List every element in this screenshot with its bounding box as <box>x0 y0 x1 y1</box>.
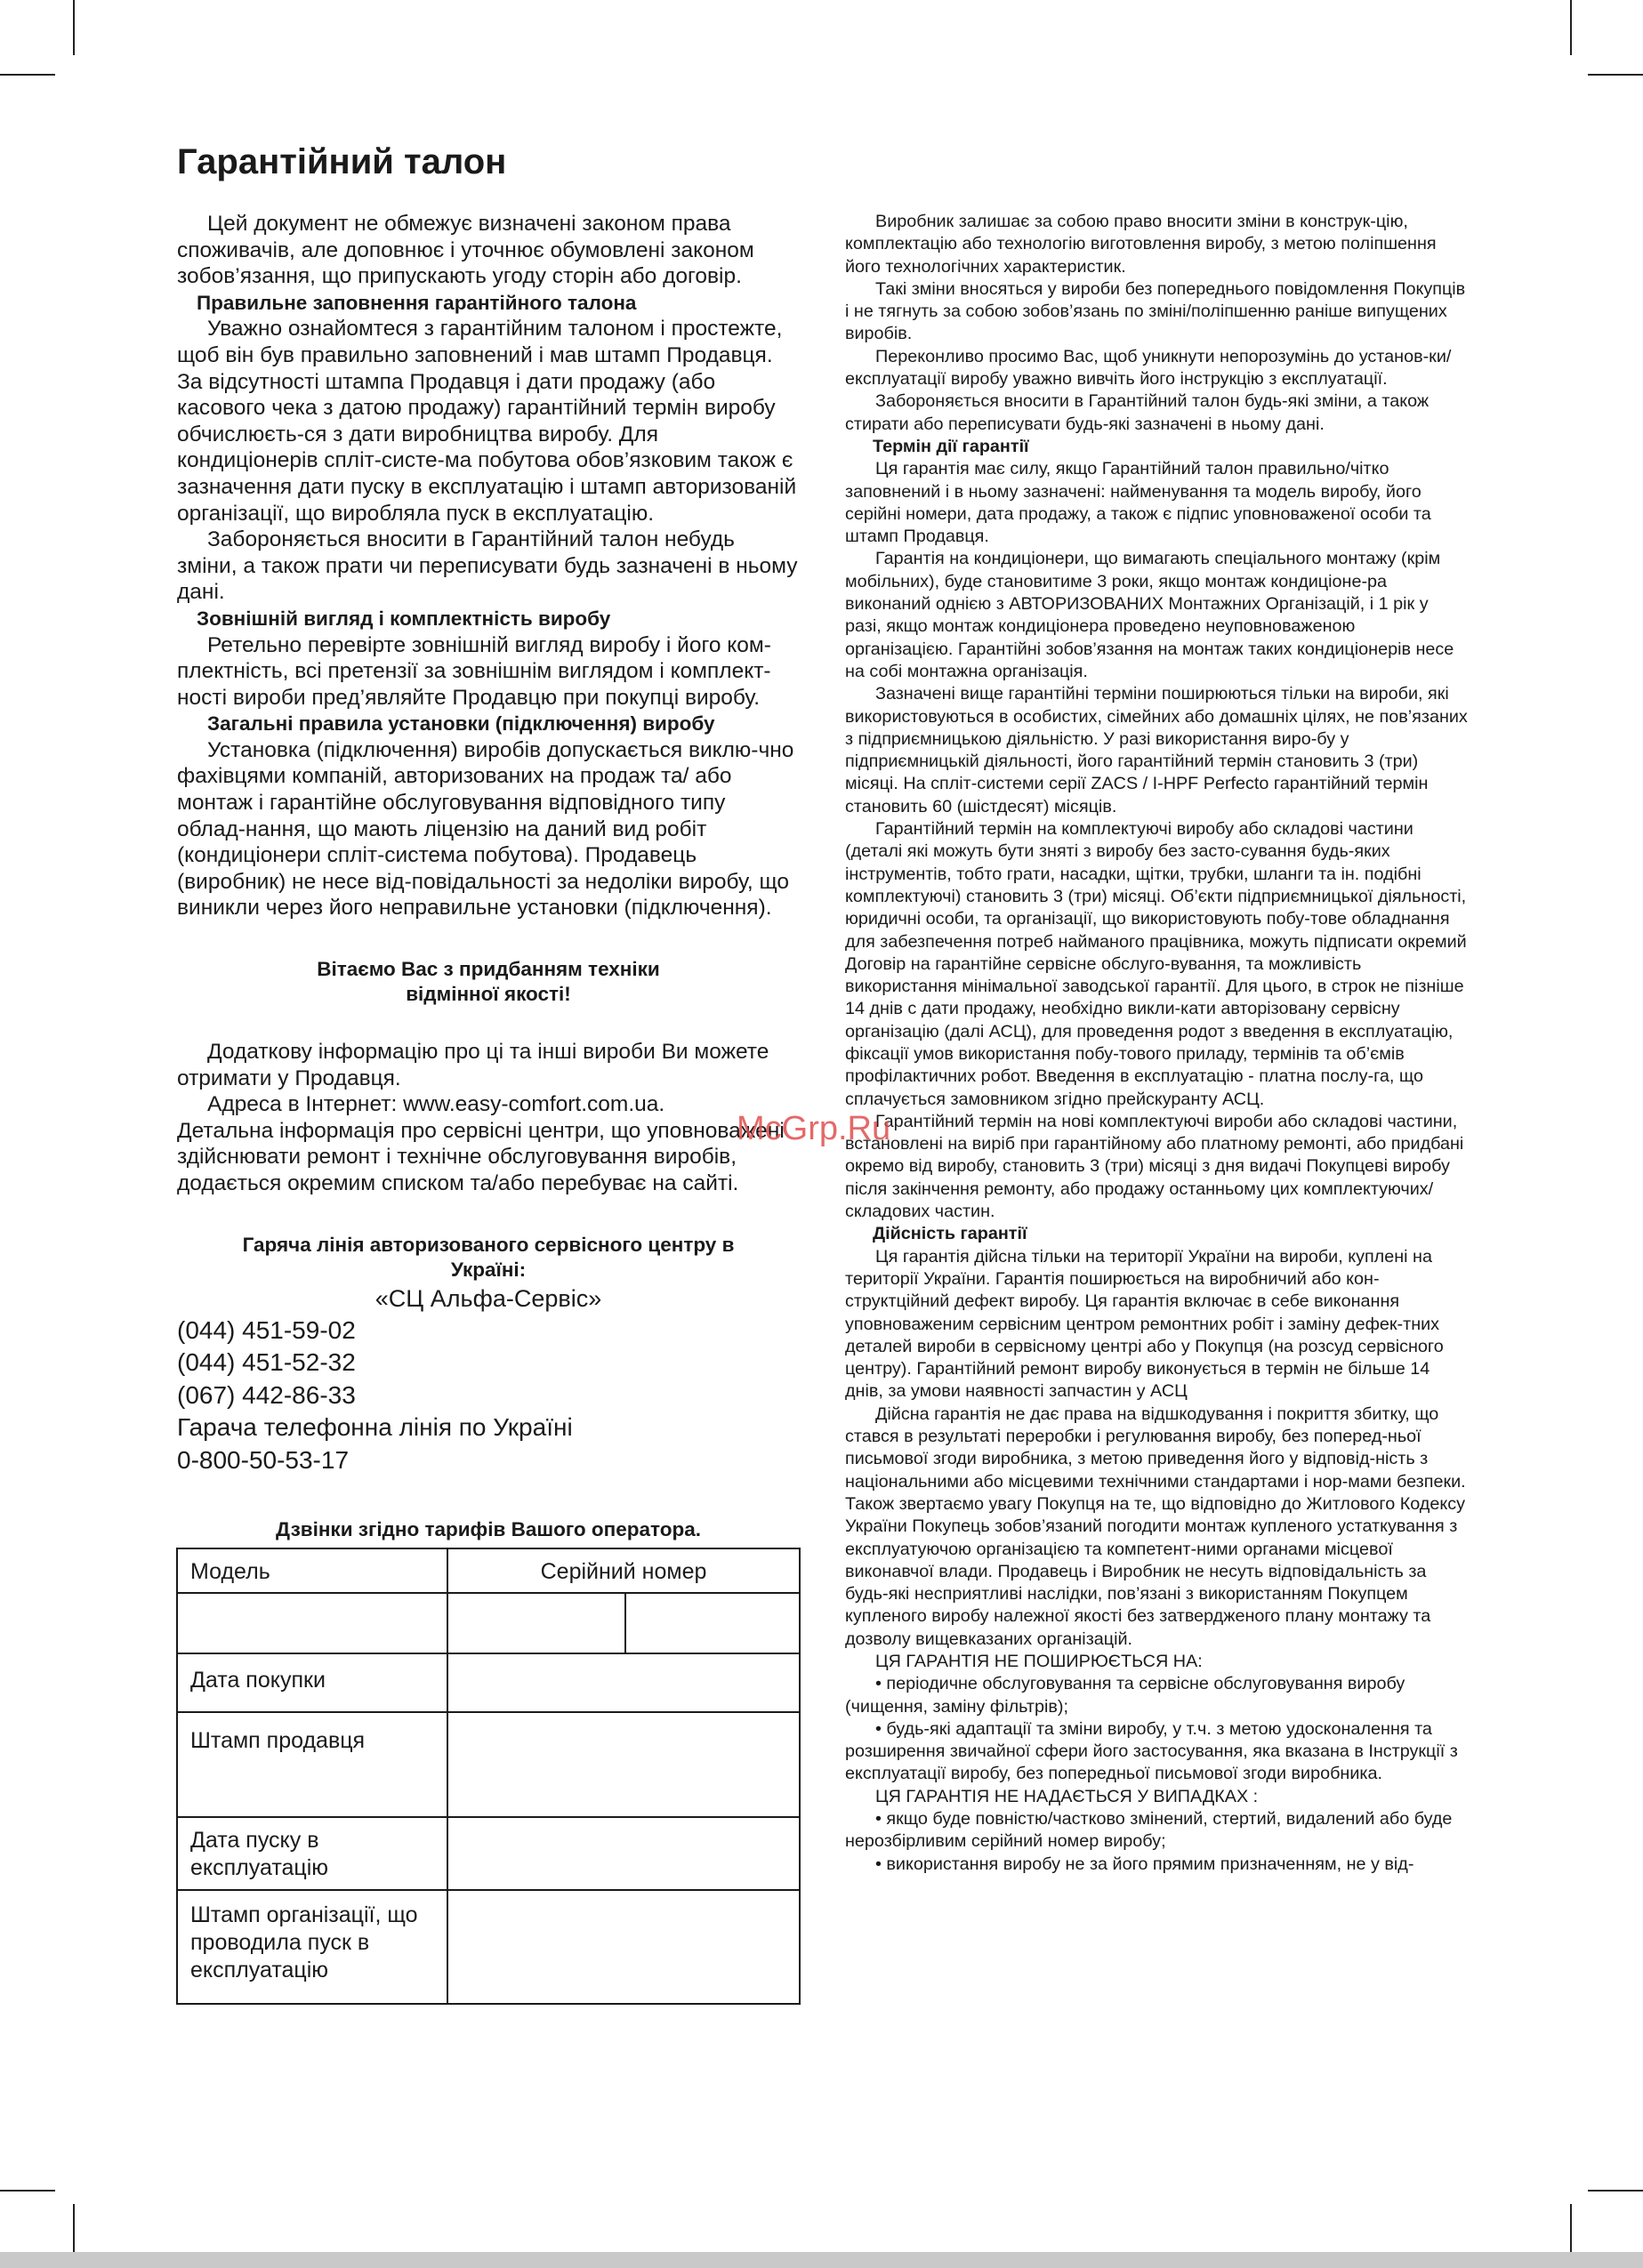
crop-mark <box>1588 74 1643 76</box>
seller-stamp-field[interactable] <box>447 1712 800 1817</box>
crop-mark <box>1570 2204 1572 2252</box>
model-label: Модель <box>177 1548 447 1593</box>
paragraph: Гарантійний термін на комплектуючі виробу або складові частини (деталі які можуть бути зняті з виробу без засто-сування будь-яких інструментів, тобто грати, насадки, щітки, трубки, шланги та ін. подібні комплектуючі) становить 3 (три) місяці. Об’єкти підприємницької діяльності, юридичні особи, та організації, що використовують побу-тове обладнання для забезпечення потреб найманого працівника, можуть підписати окремий Договір на гарантійне сервісне обслуго-вування, та можливість використання мінімальної заводської гарантії. Для цього, в строк не пізніше 14 днів с дати продажу, необхідно викли-кати авторізовану сервісну організацію (далі АСЦ), для проведення родот з введення в експлуатацію, фіксації умов використання побу-тового приладу, термінів та об’ємів профілактичних робот. Введення в експлуатацію - платна послу-га, що сплачується замовником згідно прейскуранту АСЦ. <box>845 819 1467 1109</box>
paragraph: Гарантійний термін на нові комплектуючі вироби або складові частини, встановлені на виріб при гарантійному або платному ремонті, або придбані окремо від виробу, становить 3 (три) місяці з дня видачі Покупцеві виробу після закінчення ремонту, або продажу останньому цих комплектуючих/складових частин. <box>845 1111 1464 1222</box>
left-column <box>177 211 800 1542</box>
section-heading: Дійсність гарантії <box>873 1224 1027 1244</box>
website-line: Адреса в Інтернет: www.easy-comfort.com.ua. <box>207 1092 665 1117</box>
paragraph: Ця гарантія має силу, якщо Гарантійний талон правильно/чітко заповнений і в ньому зазначені: найменування та модель виробу, його серійні номери, дата продажу, а також є підпис уповноваженої особи та штамп Продавця. <box>845 459 1431 547</box>
purchase-date-label: Дата покупки <box>177 1653 447 1712</box>
section-heading: Правильне заповнення гарантійного талона <box>197 291 637 314</box>
serial-field[interactable] <box>447 1593 625 1653</box>
calls-note: Дзвінки згідно тарифів Вашого оператора. <box>275 1518 701 1541</box>
crop-mark <box>1570 0 1572 55</box>
list-item: • якщо буде повністю/частково змінений, стертий, видалений або буде нерозбірливим серійний номер виробу; <box>845 1809 1453 1852</box>
watermark: McGrp.Ru <box>737 1110 891 1147</box>
paragraph: ЦЯ ГАРАНТІЯ НЕ ПОШИРЮЄТЬСЯ НА: <box>875 1652 1203 1671</box>
paragraph: Гарантія на кондиціонери, що вимагають спеціального монтажу (крім мобільних), буде становитиме 3 роки, якщо монтаж кондиціоне-ра виконаний однією з АВТОРИЗОВАНИХ Монтажних Організацій, і 1 рік у разі, якщо монтаж кондиціонера проведено неуповноваженою організацією. Гарантійні зобов’язання на монтаж таких кондиціонерів несе на собі монтажна організація. <box>845 549 1454 681</box>
paragraph: Переконливо просимо Вас, щоб уникнути непорозумінь до установ-ки/експлуатації виробу уважно вивчіть його інструкцію з експлуатації. <box>845 346 1452 390</box>
section-heading: Загальні правила установки (підключення) виробу <box>207 712 715 736</box>
greeting-line: Вітаємо Вас з придбанням техніки <box>317 958 660 981</box>
right-column <box>845 211 1468 1876</box>
paragraph: Детальна інформація про сервісні центри, що уповноважені здійснювати ремонт і технічне обслуговування виробів, додається окремим списком та/або перебуває на сайті. <box>177 1118 785 1195</box>
paragraph: Уважно ознайомтеся з гарантійним талоном і простежте, щоб він був правильно заповнений і мав штамп Продавця. За відсутності штампа Продавця і дати продажу (або касового чека з датою продажу) гарантійний термін виробу обчислюєть-ся з дати виробництва виробу. Для кондиціонерів спліт-систе-ма побутова обов’язковим також є зазначення дати пуску в експлуатацію і штамп авторизованій організації, що виробляла пуск в експлуатацію. <box>177 317 797 526</box>
hotline-heading: Гаряча лінія авторизованого сервісного центру в <box>242 1233 735 1256</box>
serial-field[interactable] <box>625 1593 800 1653</box>
list-item: • періодичне обслуговування та сервісне обслуговування виробу (чищення, заміну фільтрів); <box>845 1674 1405 1717</box>
crop-mark <box>0 74 55 76</box>
phone-number: (067) 442-86-33 <box>177 1380 356 1409</box>
page-title: Гарантійний талон <box>177 142 507 181</box>
paragraph: Такі зміни вносяться у вироби без попереднього повідомлення Покупців і не тягнуть за собою зобов’язань по зміні/поліпшенню раніше випущених виробів. <box>845 278 1466 344</box>
phone-list <box>177 1315 800 1477</box>
greeting-line: відмінної якості! <box>406 983 571 1006</box>
paragraph: Виробник залишає за собою право вносити зміни в конструк-цію, комплектацію або технологію виготовлення виробу, з метою поліпшення його технологічних характеристик. <box>845 212 1437 277</box>
phone-number: (044) 451-59-02 <box>177 1315 356 1344</box>
paragraph: Ця гарантія дійсна тільки на території України на вироби, куплені на території України. Гарантія поширюється на виробничий або кон-структційний дефект виробу. Ця гарантія включає в себе виконання уповноваженим сервісним центром ремонтних робіт і заміну дефек-тних деталей вироби в сервісному центрі або у Покупця (на розсуд сервісного центру). Гарантійний ремонт виробу виконується в термін не більше 14 днів, за умови наявності запчастин у АСЦ <box>845 1246 1444 1402</box>
crop-mark <box>73 2204 75 2252</box>
org-stamp-label: Штамп організації, що проводила пуск в експлуатацію <box>177 1890 447 2004</box>
paragraph: Додаткову інформацію про ці та інші вироби Ви можете отримати у Продавця. <box>177 1040 769 1090</box>
paragraph: Забороняється вносити в Гарантійний талон будь-які зміни, а також стирати або переписувати будь-які зазначені в ньому дані. <box>845 391 1430 434</box>
paragraph: Зазначені вище гарантійні терміни поширюються тільки на вироби, які використовуються в особистих, сімейних або домашніх цілях, не пов’язаних з підприємницькою діяльністю. У разі використання виро-бу у підприємницькій діяльності, його гарантійний термін становить 3 (три) місяці. На спліт-системи серії ZACS / I-HPF Perfecto гарантійний термін становить 60 (шістдесят) місяців. <box>845 684 1468 816</box>
seller-stamp-label: Штамп продавця <box>177 1712 447 1817</box>
service-center-name: «СЦ Альфа-Сервіс» <box>375 1284 602 1312</box>
section-heading: Термін дії гарантії <box>873 436 1029 456</box>
section-heading: Зовнішній вигляд і комплектність виробу <box>197 607 611 630</box>
bottom-band <box>0 2252 1643 2268</box>
phone-number: (044) 451-52-32 <box>177 1348 356 1377</box>
start-date-field[interactable] <box>447 1817 800 1890</box>
paragraph: Забороняється вносити в Гарантійний талон небудь зміни, а також прати чи переписувати будь зазначені в ньому дані. <box>177 527 798 605</box>
org-stamp-field[interactable] <box>447 1890 800 2004</box>
list-item: • будь-які адаптації та зміни виробу, у т.ч. з метою удосконалення та розширення звичайної сфери його застосування, яка вказана в Інструкції з експлуатації виробу, без попередньої письмової згоди виробника. <box>845 1718 1458 1784</box>
intro-paragraph: Цей документ не обмежує визначені законом права споживачів, але доповнює і уточнює обумовлені законом зобов’язання, що припускають угоду сторін або договір. <box>177 212 754 289</box>
crop-mark <box>0 2190 55 2192</box>
start-date-label: Дата пуску в експлуатацію <box>177 1817 447 1890</box>
phone-number: 0-800-50-53-17 <box>177 1445 350 1474</box>
paragraph: Установка (підключення) виробів допускається виклю-чно фахівцями компаній, авторизованих на продаж та/ або монтаж і гарантійне обслуговування відповідного типу облад-нання, що мають ліцензію на даний вид робіт (кондиціонери спліт-система побутова). Продавець (виробник) не несе від-повідальності за недоліки виробу, що виникли через його неправильне установки (підключення). <box>177 737 794 921</box>
hotline-label: Гарача телефонна лінія по Україні <box>177 1413 573 1442</box>
crop-mark <box>73 0 75 55</box>
warranty-table <box>176 1548 801 2005</box>
paragraph: Дійсна гарантія не дає права на відшкодування і покриття збитку, що стався в результаті переробки і регулювання виробу, без поперед-ньої письмової згоди виробника, з метою приведення його у відповід-ність з національними або місцевими технічними стандартами і нор-мами безпеки. Також звертаємо увагу Покупця на те, що відповідно до Житлового Кодексу України Покупець зобов’язаний погодити монтаж купленого устаткування з експлуатуючою організацією та компетент-ними органами місцевої виконавчої влади. Продавець і Виробник не несуть відповідальність за будь-які несприятливі наслідки, пов’язані з використанням Покупцем купленого виробу належної якості без затвердженого плану монтажу та дозволу вищевказаних організацій. <box>845 1403 1466 1649</box>
list-item: • використання виробу не за його прямим призначенням, не у від- <box>875 1854 1414 1874</box>
paragraph: Ретельно перевірте зовнішній вигляд виробу і його ком-плектність, всі претензії за зовнішнім виглядом і комплект-ності вироби пред’являйте Продавцю при покупці виробу. <box>177 632 771 710</box>
purchase-date-field[interactable] <box>447 1653 800 1712</box>
serial-label: Серійний номер <box>447 1548 800 1593</box>
crop-mark <box>1588 2190 1643 2192</box>
hotline-heading: Україні: <box>450 1258 527 1281</box>
paragraph: ЦЯ ГАРАНТІЯ НЕ НАДАЄТЬСЯ У ВИПАДКАХ : <box>875 1786 1259 1806</box>
model-field[interactable] <box>177 1593 447 1653</box>
